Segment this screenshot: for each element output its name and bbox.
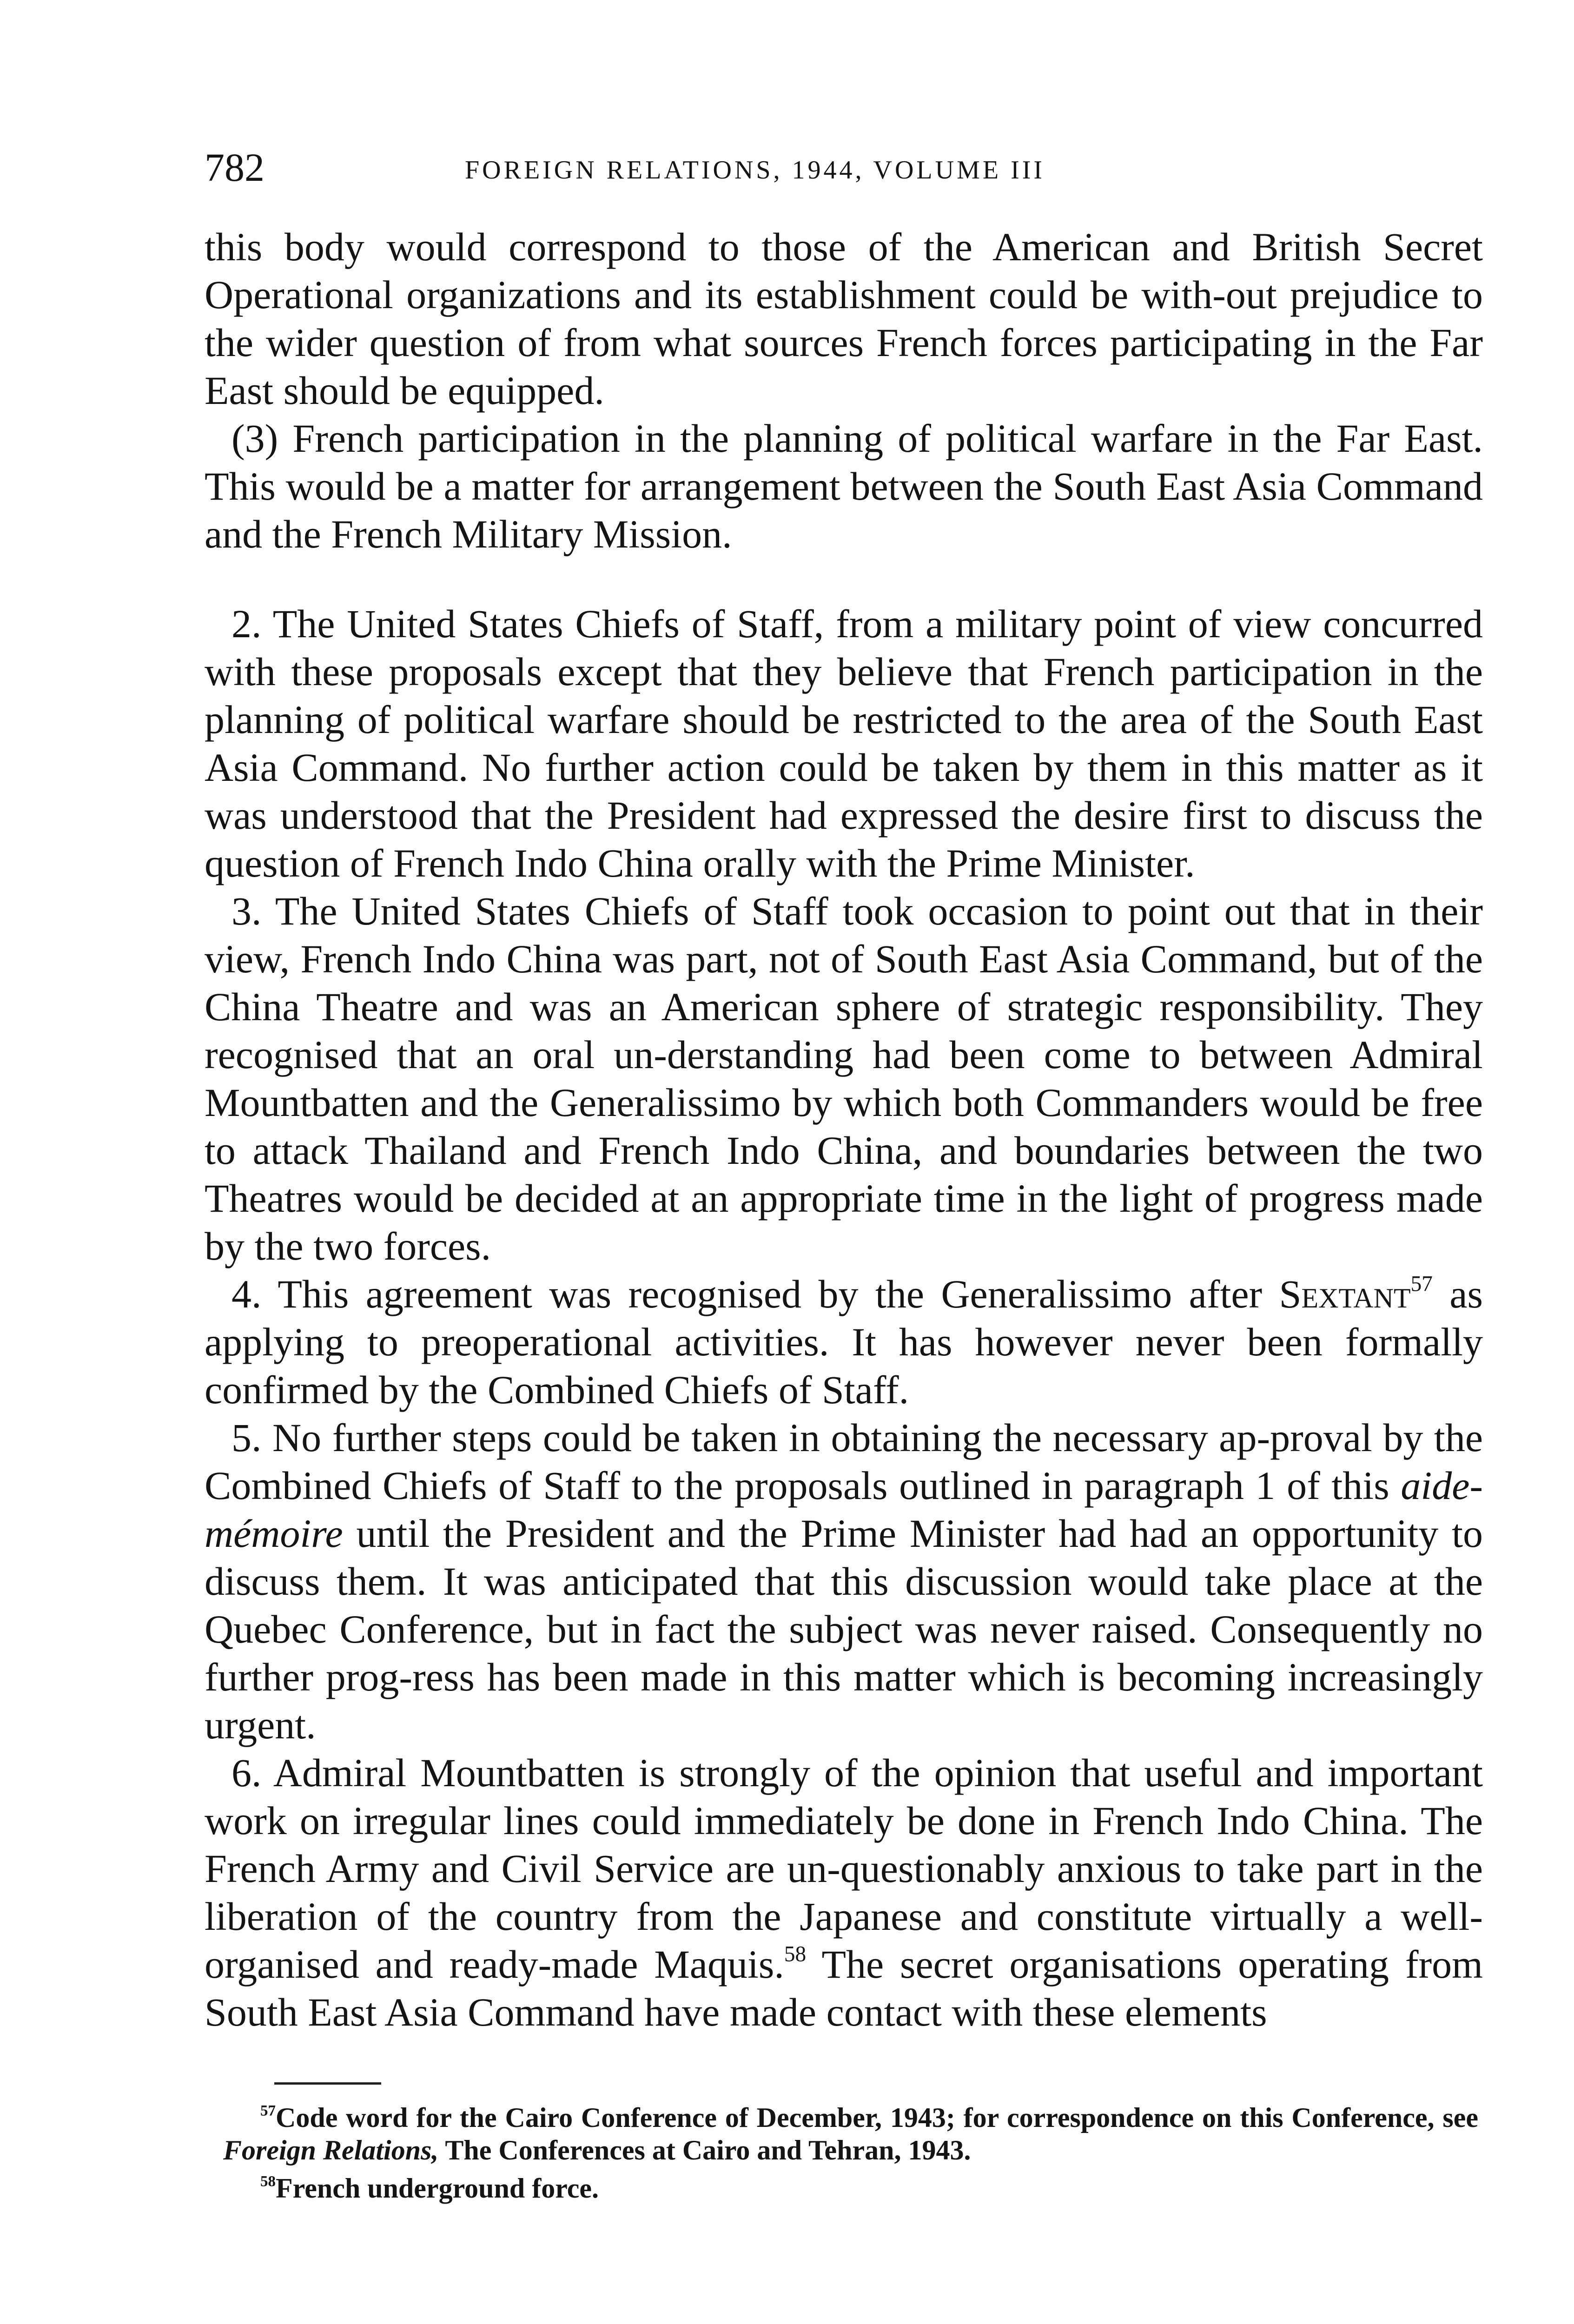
paragraph-4-rest: as applying to preoperational activities. It has however never been formally confirmed by the Combined Chiefs of Staff. [205,1272,1483,1412]
footnote-57-rest: The Conferences at Cairo and Tehran, 1943. [445,2135,971,2166]
paragraph-3: 3. The United States Chiefs of Staff took occasion to point out that in their view, French Indo China was part, not of South East Asia Command, but of the China Theatre and was an American sphere of strategic responsibility. They recognised that an oral un-derstanding had been come to between Admiral Mountbatten and the Generalissimo by which both Commanders would be free to attack Thailand and French Indo China, and boundaries between the two Theatres would be decided at an appropriate time in the light of progress made by the two forces. [205,889,1483,1268]
aide-memoire-term: aide-mémoire [205,1463,1483,1556]
footnote-57 [223,2101,1478,2166]
paragraph-5-lead: 5. No further steps could be taken in obtaining the necessary ap-proval by the Combined Chiefs of Staff to the proposals outlined in paragraph 1 of this [205,1415,1483,1508]
paragraph-item1-continued: this body would correspond to those of the American and British Secret Operational organizations and its establishment could be with-out prejudice to the wider question of from what sources French forces participating in the Far East should be equipped. [205,224,1483,413]
running-head: FOREIGN RELATIONS, 1944, VOLUME III [465,156,1045,185]
footnote-58-mark: 58 [260,2173,276,2190]
sextant-codeword: Sextant [1279,1272,1411,1316]
body-text [205,223,1483,2036]
paragraph-2: 2. The United States Chiefs of Staff, from a military point of view concurred with these proposals except that they believe that French participation in the planning of political warfare should be restricted to the area of the South East Asia Command. No further action could be taken by them in this matter as it was understood that the President had expressed the desire first to discuss the question of French Indo China orally with the Prime Minister. [205,601,1483,885]
paragraph-item3: (3) French participation in the planning of political warfare in the Far East. This would be a matter for arrangement between the South East Asia Command and the French Military Mission. [205,416,1483,556]
footnote-58 [223,2172,1478,2205]
footnote-divider [274,2082,381,2085]
paragraph-4 [205,1270,1483,1414]
footnote-57-mark: 57 [260,2102,276,2119]
footnotes [223,2082,1478,2205]
page-number: 782 [205,145,265,190]
paragraph-5-rest: until the President and the Prime Minister had had an opportunity to discuss them. It was anticipated that this discussion would take place at the Quebec Conference, but in fact the subject was never raised. Consequently no further prog-ress has been made in this matter which is becoming increasingly urgent. [205,1511,1483,1747]
footnote-58-text: French underground force. [276,2173,599,2204]
footnote-ref-57: 57 [1410,1272,1433,1296]
footnote-57-title: Foreign Relations, [223,2135,439,2166]
paragraph-5 [205,1414,1483,1749]
paragraph-6 [205,1749,1483,2036]
paragraph-6-rest: The secret organisations operating from South East Asia Command have made contact with these elements [205,1942,1483,2034]
paragraph-4-lead: 4. This agreement was recognised by the Generalissimo after [231,1272,1263,1316]
footnote-57-lead: Code word for the Cairo Conference of December, 1943; for correspondence on this Conference, see [276,2102,1478,2133]
paragraph-6-lead: 6. Admiral Mountbatten is strongly of the opinion that useful and important work on irregular lines could immediately be done in French Indo China. The French Army and Civil Service are un-questionably anxious to take part in the liberation of the country from the Japanese and constitute virtually a well-organised and ready-made Maquis. [205,1750,1483,1987]
page-header [205,139,1483,200]
footnote-ref-58: 58 [784,1942,807,1967]
